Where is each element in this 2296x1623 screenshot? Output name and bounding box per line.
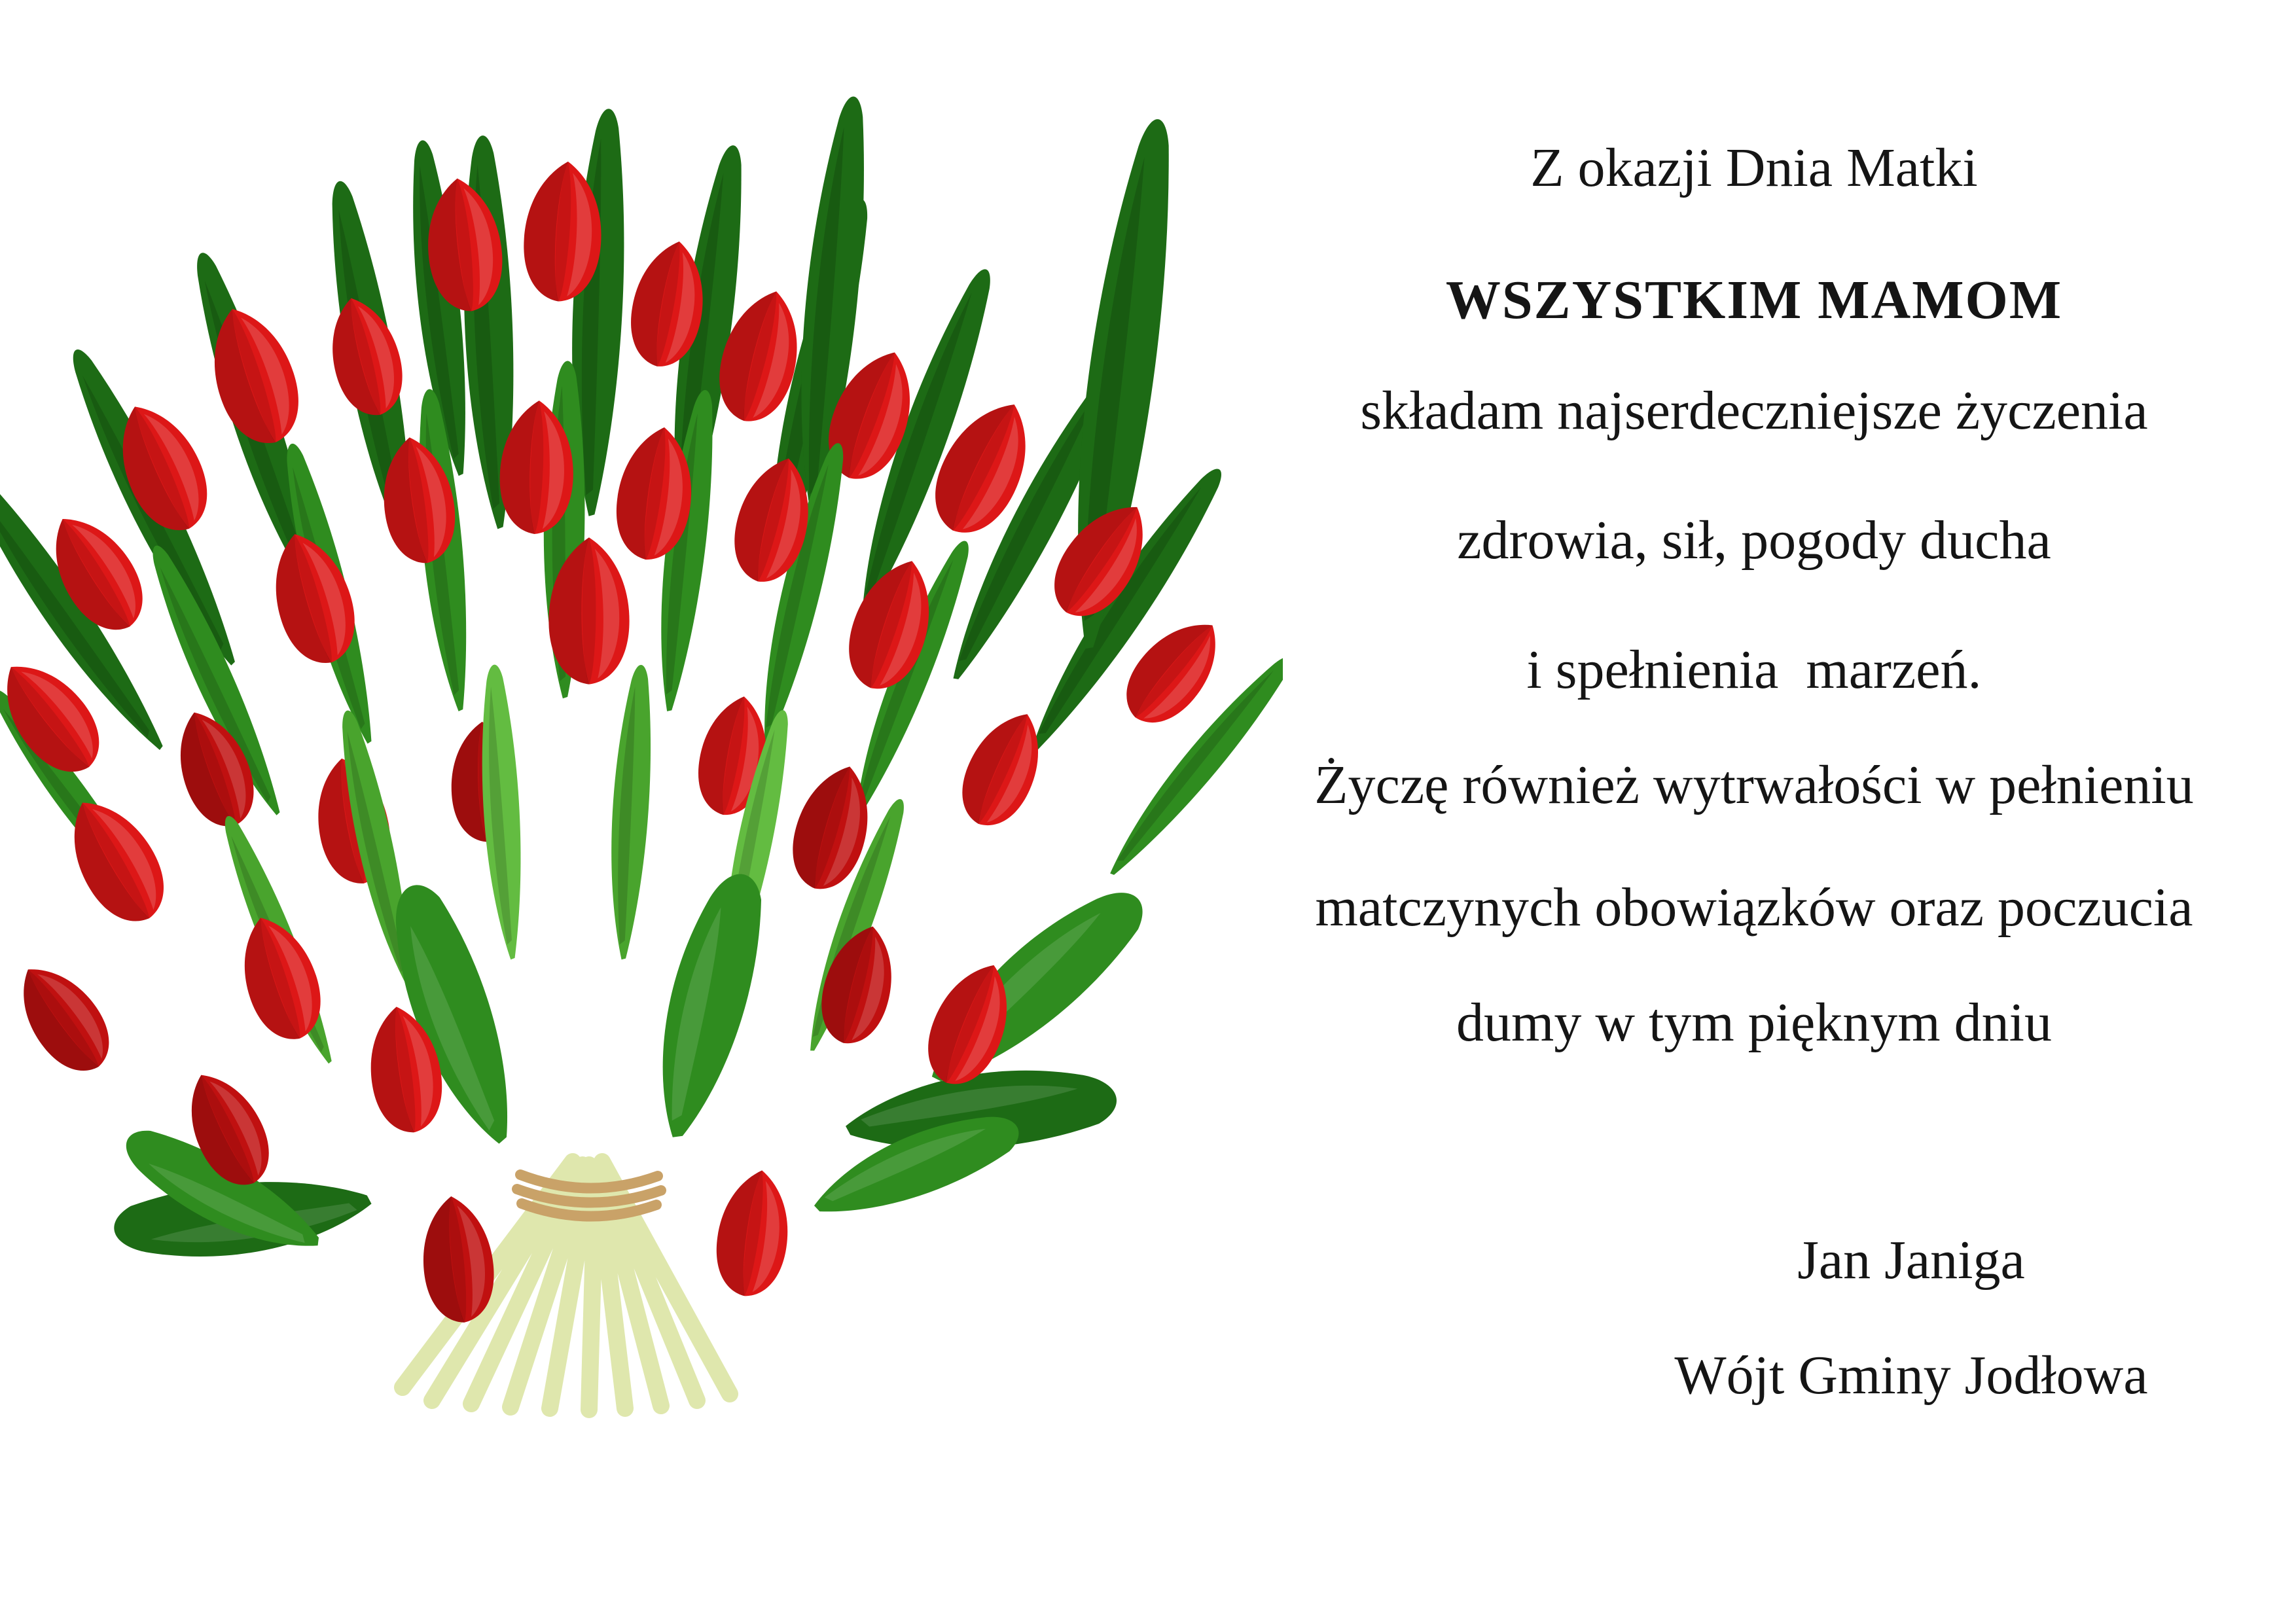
signature-block (1584, 0, 2238, 1623)
greeting-line-wishes-4: Życzę również wytrwałości w pełnieniu (1314, 755, 2194, 815)
leaf (634, 865, 780, 1147)
signature-name: Jan Janiga (1797, 1230, 2025, 1291)
greeting-line-occasion: Z okazji Dnia Matki (1530, 137, 1978, 198)
signature-title: Wójt Gminy Jodłowa (1674, 1345, 2148, 1406)
greeting-line-wishes-1: składam najserdeczniejsze życzenia (1360, 380, 2148, 441)
leaf (602, 664, 658, 961)
greeting-line-wishes-3: i spełnienia marzeń. (1526, 639, 1982, 700)
greeting-line-wishes-5: matczynych obowiązków oraz poczucia (1315, 877, 2193, 938)
tulip-flower (710, 1166, 797, 1301)
tulip-flower (948, 701, 1058, 838)
greeting-line-wishes-6: dumy w tym pięknym dniu (1456, 992, 2052, 1053)
tulip-flower (812, 918, 905, 1051)
greeting-line-recipients: WSZYSTKIM MAMOM (1445, 270, 2063, 330)
tulip-bouquet-image (0, 52, 1283, 1427)
tulip-flower (1, 950, 125, 1086)
greeting-line-wishes-2: zdrowia, sił, pogody ducha (1457, 510, 2051, 571)
